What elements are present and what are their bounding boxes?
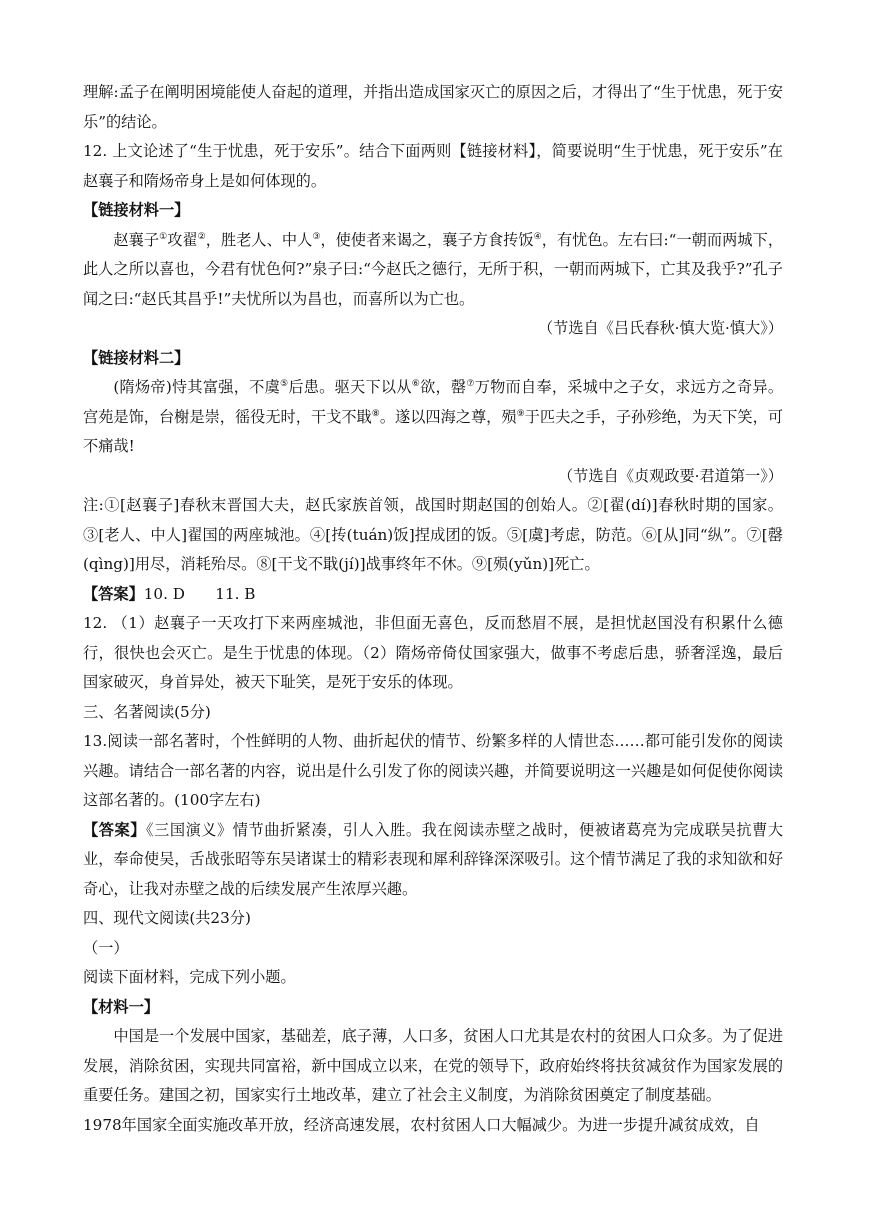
- intro-paragraph: 理解:孟子在阐明困境能使人奋起的道理，并指出造成国家灭亡的原因之后，才得出了“生于忧患，死于安乐”的结论。: [83, 83, 783, 131]
- material-2-text: (隋炀帝)恃其富强，不虞⑤后患。驱天下以从⑥欲，罄⑦万物而自奉，采城中之子女，求远方之奇异。宫苑是饰，台榭是崇，徭役无时，干戈不戢⑧。遂以四海之尊，殒⑨于匹夫之手，子孙殄绝，为天下笑，可不痛哉!: [83, 378, 784, 455]
- material-paragraph-1: 中国是一个发展中国家，基础差，底子薄，人口多，贫困人口尤其是农村的贫困人口众多。为了促进发展，消除贫困，实现共同富裕，新中国成立以来，在党的领导下，政府始终将扶贫减贫作为国家发展的重要任务。建国之初，国家实行土地改革，建立了社会主义制度，为消除贫困奠定了制度基础。: [83, 1027, 783, 1104]
- answer-10-11: 【答案】10. D 11. B: [83, 584, 256, 603]
- section-3-heading: 三、名著阅读(5分): [83, 702, 211, 721]
- material-paragraph-2: 1978年国家全面实施改革开放，经济高速发展，农村贫困人口大幅减少。为进一步提升减贫成效，自: [83, 1115, 760, 1134]
- question-12: 12. 上文论述了“生于忧患，死于安乐”。结合下面两则【链接材料】，简要说明“生于忧患，死于安乐”在赵襄子和隋炀帝身上是如何体现的。: [83, 142, 783, 190]
- question-13: 13.阅读一部名著时，个性鲜明的人物、曲折起伏的情节、纷繁多样的人情世态……都可能引发你的阅读兴趣。请结合一部名著的内容，说出是什么引发了你的阅读兴趣，并简要说明这一兴趣是如何促使你阅读这部名著的。(100字左右): [83, 732, 783, 809]
- material-2-source: （节选自《贞观政要·君道第一》）: [557, 466, 783, 485]
- material-1-source: （节选自《吕氏春秋·慎大览·慎大》）: [537, 319, 783, 337]
- notes: 注:①[赵襄子]春秋末晋国大夫，赵氏家族首领，战国时期赵国的创始人。②[翟(dí)]春秋时期的国家。③[老人、中人]翟国的两座城池。④[抟(tuán)饭]捏成团的饭。⑤[虞]考虑，防范。⑥[从]同“纵”。⑦[罄(qìng)]用尽，消耗殆尽。⑧[干戈不戢(jí)]战事终年不休。⑨[殒(yǔn)]死亡。: [83, 496, 783, 573]
- material-2-heading: 【链接材料二】: [83, 348, 190, 367]
- part-1-label: （一）: [83, 938, 129, 957]
- section-4-heading: 四、现代文阅读(共23分): [83, 909, 251, 927]
- answer-tag: 【答案】: [83, 820, 146, 839]
- material-heading: 【材料一】: [83, 997, 159, 1016]
- answer-tag: 【答案】: [83, 584, 144, 603]
- answer-12: 12. （1）赵襄子一天攻打下来两座城池，非但面无喜色，反而愁眉不展，是担忧赵国没有积累什么德行，很快也会灭亡。是生于忧患的体现。（2）隋炀帝倚仗国家强大，做事不考虑后患，骄奢淫逸，最后国家破灭，身首异处，被天下耻笑，是死于安乐的体现。: [83, 614, 783, 691]
- material-1-heading: 【链接材料一】: [83, 201, 190, 219]
- answer-13: 【答案】《三国演义》情节曲折紧凑，引人入胜。我在阅读赤壁之战时，便被诸葛亮为完成联吴抗曹大业，奉命使吴，舌战张昭等东吴诸谋士的精彩表现和犀利辞锋深深吸引。这个情节满足了我的求知欲和好奇心，让我对赤壁之战的后续发展产生浓厚兴趣。: [83, 820, 784, 898]
- document-page: [83, 78, 783, 1140]
- material-1-text: 赵襄子①攻翟②，胜老人、中人③，使使者来谒之，襄子方食抟饭④，有忧色。左右曰:“一朝而两城下，此人之所以喜也，今君有忧色何?”泉子曰:“今赵氏之德行，无所于积，一朝而两城下，亡其及我乎?”孔子闻之曰:“赵氏其昌乎!”夫忧所以为昌也，而喜所以为亡也。: [83, 230, 784, 308]
- reading-instruction: 阅读下面材料，完成下列小题。: [83, 968, 296, 986]
